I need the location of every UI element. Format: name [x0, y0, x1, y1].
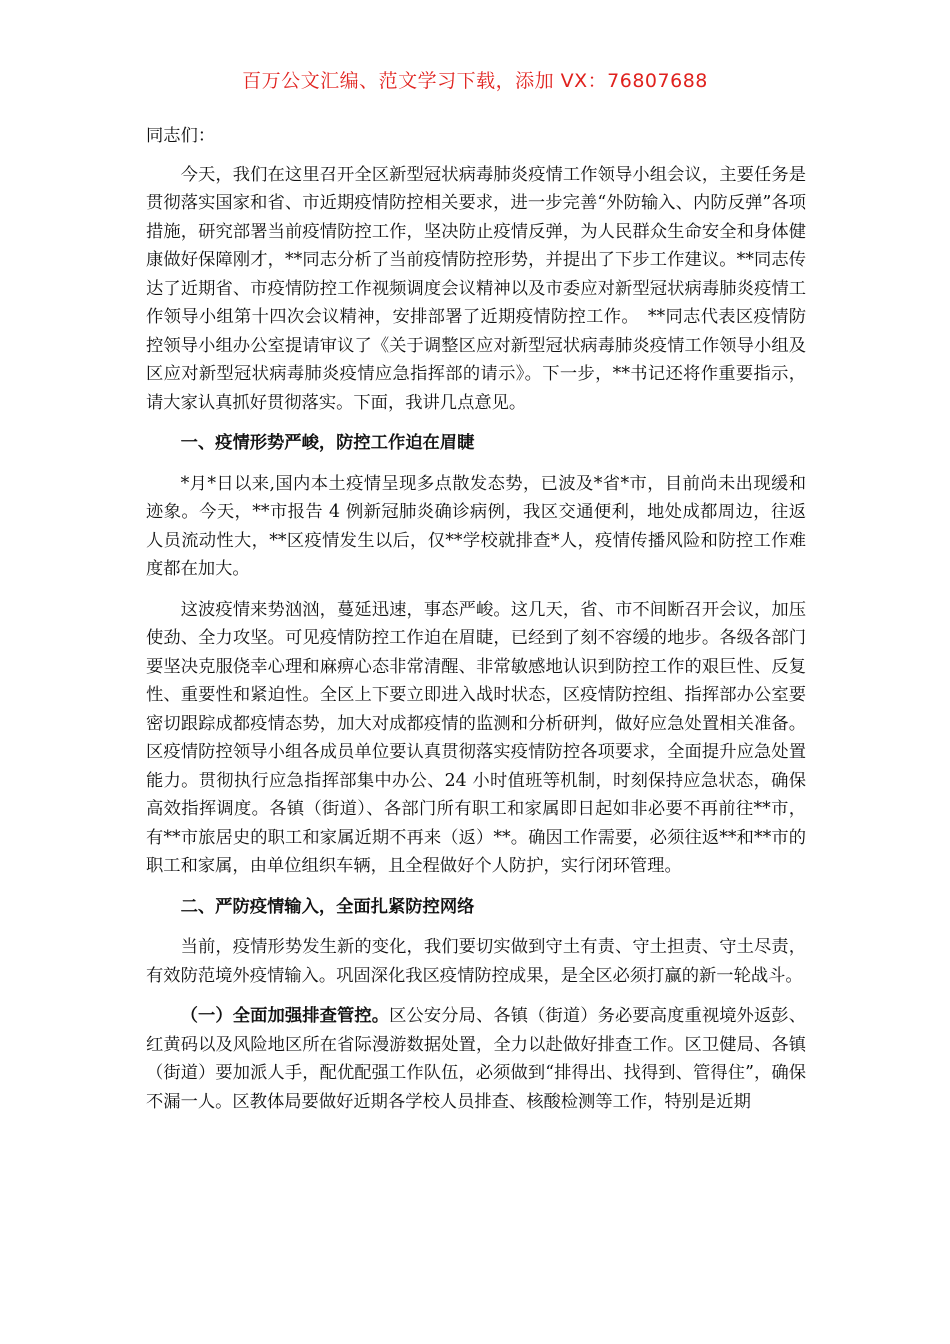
- watermark-banner: 百万公文汇编、范文学习下载，添加 VX：76807688: [242, 70, 708, 92]
- section-1-paragraph-2: 这波疫情来势汹汹，蔓延迅速，事态严峻。这几天，省、市不间断召开会议，加压使劲、全力攻坚。可见疫情防控工作迫在眉睫，已经到了刻不容缓的地步。各级各部门要坚决克服侥幸心理和麻痹心态非常清醒、非常敏感地认识到防控工作的艰巨性、反复性、重要性和紧迫性。全区上下要立即进入战时状态，区疫情防控组、指挥部办公室要密切跟踪成都疫情态势，加大对成都疫情的监测和分析研判，做好应急处置相关准备。区疫情防控领导小组各成员单位要认真贯彻落实疫情防控各项要求，全面提升应急处置能力。贯彻执行应急指挥部集中办公、24 小时值班等机制，时刻保持应急状态，确保高效指挥调度。各镇（街道）、各部门所有职工和家属即日起如非必要不再前往**市，有**市旅居史的职工和家属近期不再来（返）**。确因工作需要，必须往返**和**市的职工和家属，由单位组织车辆，且全程做好个人防护，实行闭环管理。: [146, 599, 806, 876]
- subsection-1-lead: （一）全面加强排查管控。: [180, 1006, 390, 1026]
- subsection-1-body: 区公安分局、各镇（街道）务必要高度重视境外返彭、红黄码以及风险地区所在省际漫游数据处置，全力以赴做好排查工作。区卫健局、各镇（街道）要加派人手，配优配强工作队伍，必须做到“排得出、找得到、管得住”，确保不漏一人。区教体局要做好近期各学校人员排查、核酸检测等工作，特别是近期: [146, 1006, 806, 1112]
- section-2-subsection-1: [146, 1002, 806, 1116]
- section-1-heading: 一、疫情形势严峻，防控工作迫在眉睫: [180, 433, 475, 453]
- document-body: [146, 122, 806, 1128]
- intro-paragraph: 今天，我们在这里召开全区新型冠状病毒肺炎疫情工作领导小组会议，主要任务是贯彻落实国家和省、市近期疫情防控相关要求，进一步完善“外防输入、内防反弹”各项措施，研究部署当前疫情防控工作，坚决防止疫情反弹，为人民群众生命安全和身体健康做好保障刚才，**同志分析了当前疫情防控形势，并提出了下步工作建议。**同志传达了近期省、市疫情防控工作视频调度会议精神以及市委应对新型冠状病毒肺炎疫情工作领导小组第十四次会议精神，安排部署了近期疫情防控工作。 **同志代表区疫情防控领导小组办公室提请审议了《关于调整区应对新型冠状病毒肺炎疫情工作领导小组及区应对新型冠状病毒肺炎疫情应急指挥部的请示》。下一步，**书记还将作重要指示，请大家认真抓好贯彻落实。下面，我讲几点意见。: [146, 164, 806, 413]
- section-1-paragraph-1: *月*日以来,国内本土疫情呈现多点散发态势，已波及*省*市，目前尚未出现缓和迹象。今天，**市报告 4 例新冠肺炎确诊病例，我区交通便利，地处成都周边，往返人员流动性大，**区疫情发生以后，仅**学校就排查*人，疫情传播风险和防控工作难度都在加大。: [146, 473, 806, 579]
- section-2-heading: 二、严防疫情输入，全面扎紧防控网络: [180, 896, 475, 917]
- section-2-paragraph-1: 当前，疫情形势发生新的变化，我们要切实做到守土有责、守土担责、守土尽责，有效防范境外疫情输入。巩固深化我区疫情防控成果，是全区必须打赢的新一轮战斗。: [146, 937, 806, 986]
- salutation: 同志们：: [146, 126, 216, 146]
